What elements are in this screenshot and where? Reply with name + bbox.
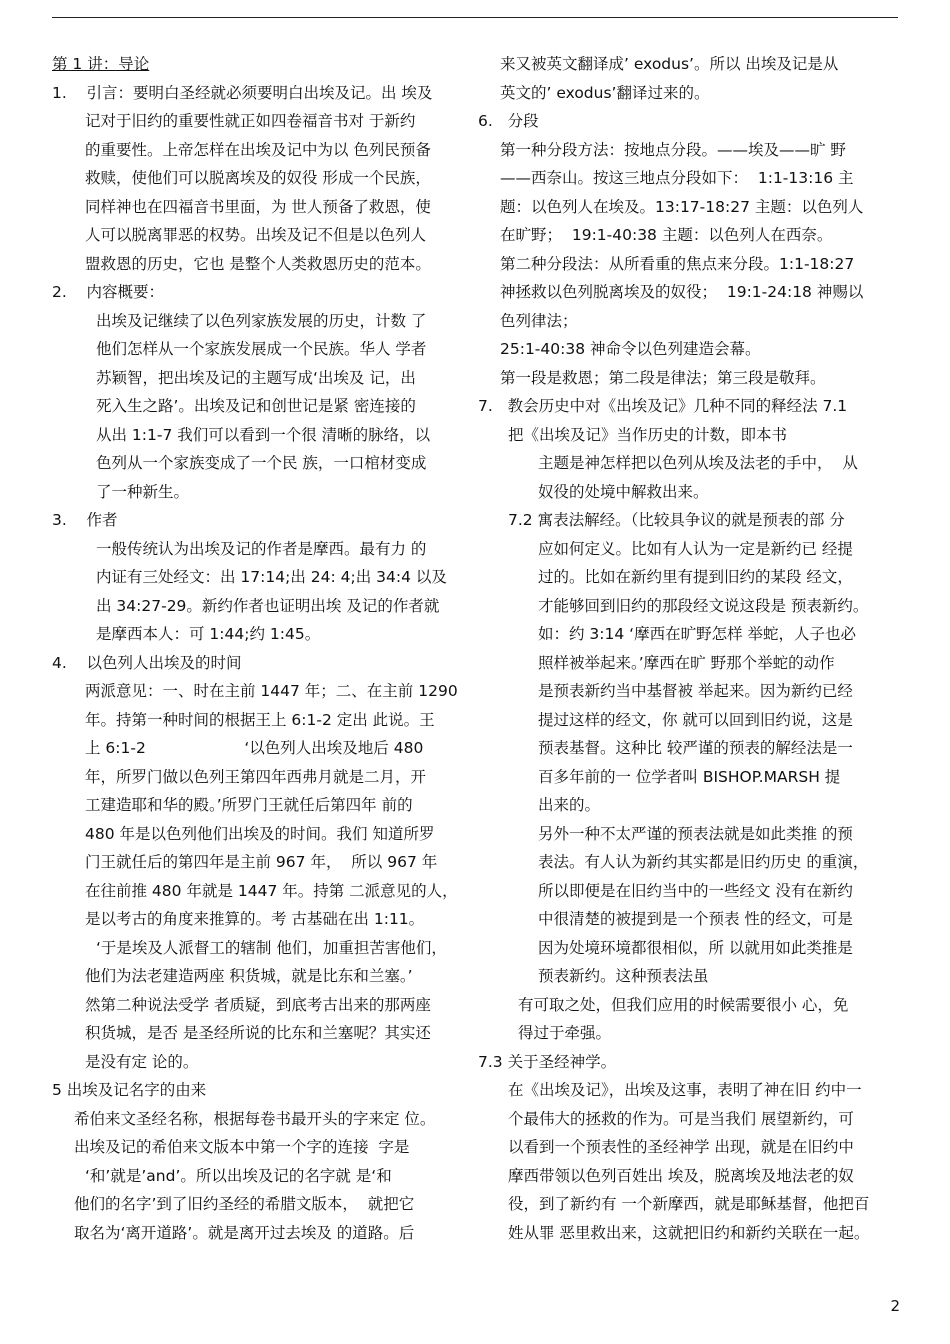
right-column-line: 预表基督。这种比 较严谨的预表的解经法是一 <box>538 739 853 757</box>
left-column-line: 第 1 讲：导论 <box>52 55 150 73</box>
left-column-line: 5 出埃及记名字的由来 <box>52 1081 207 1099</box>
right-column-line: 才能够回到旧约的那段经文说这段是 预表新约。 <box>538 596 869 615</box>
right-column-line: 表法。有人认为新约其实都是旧约历史 的重演， <box>538 853 869 871</box>
left-column-line: 救赎，使他们可以脱离埃及的奴役 形成一个民族， <box>85 169 431 187</box>
left-column-line: 取名为‘离开道路’。就是离开过去埃及 的道路。后 <box>74 1223 415 1242</box>
right-column-line: 把《出埃及记》当作历史的计数，即本书 <box>508 425 788 444</box>
right-column-line: 色列律法； <box>500 311 578 330</box>
left-column-line: 是摩西本人：可 1:44;约 1:45。 <box>96 625 321 643</box>
left-column-line: 两派意见：一、时在主前 1447 年；二、在主前 1290 <box>85 682 458 700</box>
right-column-line: 在《出埃及记》，出埃及这事，表明了神在旧 约中一 <box>508 1081 862 1099</box>
left-column-line: 出 34:27-29。新约作者也证明出埃 及记的作者就 <box>96 596 440 615</box>
left-column-line: 积货城，是否 是圣经所说的比东和兰塞呢？其实还 <box>85 1024 431 1042</box>
left-column-line: 是没有定 论的。 <box>85 1052 199 1071</box>
left-column-line: 3. 作者 <box>52 511 118 529</box>
left-column-line: 上 6:1-2 ‘以色列人出埃及地后 480 <box>85 739 424 757</box>
right-column-line: 另外一种不太严谨的预表法就是如此类推 的预 <box>538 824 853 843</box>
left-column-line: 工建造耶和华的殿。’所罗门王就任后第四年 前的 <box>85 796 413 814</box>
left-column-line: 年，所罗门做以色列王第四年西弗月就是二月，开 <box>85 767 427 786</box>
right-column-line: 在旷野； 19:1-40:38 主题：以色列人在西奈。 <box>500 226 833 244</box>
right-column-line: 第一段是救恩；第二段是律法；第三段是敬拜。 <box>500 368 826 387</box>
right-column-line: 摩西带领以色列百姓出 埃及，脱离埃及地法老的奴 <box>508 1166 854 1185</box>
right-column-line: 所以即便是在旧约当中的一些经文 没有在新约 <box>538 881 853 900</box>
right-column-line: 题：以色列人在埃及。13:17-18:27 主题：以色列人 <box>500 197 864 216</box>
left-column-line: 他们的名字’到了旧约圣经的希腊文版本， 就把它 <box>74 1195 415 1213</box>
right-column-line: 预表新约。这种预表法虽 <box>538 967 709 985</box>
right-column-line: 7. 教会历史中对《出埃及记》几种不同的释经法 7.1 <box>478 397 848 415</box>
right-column-line: 役，到了新约有 一个新摩西，就是耶稣基督，他把百 <box>508 1195 870 1213</box>
left-column-line: 出埃及记继续了以色列家族发展的历史，计数 了 <box>96 311 427 330</box>
right-column-line: 第二种分段法：从所看重的焦点来分段。1:1-18:27 <box>500 254 855 273</box>
left-column-line: 在往前推 480 年就是 1447 年。持第 二派意见的人， <box>85 881 458 900</box>
right-column-line: 出来的。 <box>538 796 601 814</box>
left-column-line: 然第二种说法受学 者质疑，到底考古出来的那两座 <box>85 995 431 1014</box>
right-column-line: 英文的’ exodus’翻译过来的。 <box>500 83 710 102</box>
left-column-line: 色列从一个家族变成了一个民 族，一口棺材变成 <box>96 454 427 472</box>
header-rule <box>52 17 898 18</box>
left-column-line: 一般传统认为出埃及记的作者是摩西。最有力 的 <box>96 539 427 558</box>
left-column-line: 门王就任后的第四年是主前 967 年， 所以 967 年 <box>85 853 438 871</box>
left-column-line: 的重要性。上帝怎样在出埃及记中为以 色列民预备 <box>85 140 431 159</box>
left-column-line: 他们为法老建造两座 积货城，就是比东和兰塞。’ <box>85 967 413 985</box>
left-column-line: 480 年是以色列他们出埃及的时间。我们 知道所罗 <box>85 824 435 843</box>
left-column-line: 内证有三处经文：出 17:14;出 24: 4;出 34:4 以及 <box>96 568 447 586</box>
page-number: 2 <box>890 1297 900 1315</box>
left-column-line: 他们怎样从一个家族发展成一个民族。华人 学者 <box>96 340 427 358</box>
right-column <box>478 50 908 1247</box>
left-column-line: 记对于旧约的重要性就正如四卷福音书对 于新约 <box>85 112 416 130</box>
left-column-line: 1. 引言：要明白圣经就必须要明白出埃及记。出 埃及 <box>52 83 433 102</box>
left-column-line: 同样神也在四福音书里面，为 世人预备了救恩，使 <box>85 197 431 216</box>
left-column-line: 从出 1:1-7 我们可以看到一个很 清晰的脉络，以 <box>96 425 431 444</box>
left-column-line: 了一种新生。 <box>96 482 190 501</box>
right-column-line: 以看到一个预表性的圣经神学 出现，就是在旧约中 <box>508 1138 854 1156</box>
left-column-line: 2. 内容概要： <box>52 283 164 301</box>
right-column-line: 姓从罪 恶里救出来，这就把旧约和新约关联在一起。 <box>508 1223 870 1242</box>
right-column-line: 如：约 3:14 ‘摩西在旷野怎样 举蛇，人子也必 <box>538 625 857 643</box>
left-column-line: ‘和’就是’and’。所以出埃及记的名字就 是‘和 <box>85 1166 392 1185</box>
left-column-line: 苏颖智，把出埃及记的主题写成‘出埃及 记，出 <box>96 368 416 387</box>
right-column-line: 第一种分段方法：按地点分段。——埃及——旷 野 <box>500 140 846 159</box>
left-column-line: 是以考古的角度来推算的。考 古基础在出 1:11。 <box>85 910 425 928</box>
left-column-line: 年。持第一种时间的根据王上 6:1-2 定出 此说。王 <box>85 710 435 729</box>
left-column <box>52 50 480 1247</box>
right-column-line: 中很清楚的被提到是一个预表 性的经文，可是 <box>538 910 853 928</box>
right-column-line: 来又被英文翻译成’ exodus’。所以 出埃及记是从 <box>500 55 839 73</box>
right-column-line: 有可取之处，但我们应用的时候需要很小 心，免 <box>518 995 849 1014</box>
right-column-line: 7.2 寓表法解经。（比较具争议的就是预表的部 分 <box>508 511 845 529</box>
right-column-line: 神拯救以色列脱离埃及的奴役； 19:1-24:18 神赐以 <box>500 283 864 301</box>
right-column-line: ——西奈山。按这三地点分段如下： 1:1-13:16 主 <box>500 169 854 187</box>
left-column-line: ‘于是埃及人派督工的辖制 他们，加重担苦害他们， <box>96 938 447 957</box>
right-column-line: 得过于牵强。 <box>518 1024 612 1042</box>
right-column-line: 应如何定义。比如有人认为一定是新约已 经提 <box>538 539 853 558</box>
right-column-line: 是预表新约当中基督被 举起来。因为新约已经 <box>538 682 853 700</box>
left-column-line: 出埃及记的希伯来文版本中第一个字的连接 字是 <box>74 1138 410 1156</box>
left-column-line: 死入生之路’。出埃及记和创世记是紧 密连接的 <box>96 397 416 415</box>
left-column-line: 盟救恩的历史，它也 是整个人类救恩历史的范本。 <box>85 254 431 273</box>
right-column-line: 7.3 关于圣经神学。 <box>478 1052 617 1071</box>
right-column-line: 个最伟大的拯救的作为。可是当我们 展望新约，可 <box>508 1109 854 1128</box>
right-column-line: 照样被举起来。’摩西在旷 野那个举蛇的动作 <box>538 653 835 672</box>
right-column-line: 主题是神怎样把以色列从埃及法老的手中， 从 <box>538 454 858 472</box>
right-column-line: 6. 分段 <box>478 112 539 130</box>
right-column-line: 提过这样的经文，你 就可以回到旧约说，这是 <box>538 710 853 729</box>
right-column-line: 过的。比如在新约里有提到旧约的某段 经文， <box>538 568 853 586</box>
right-column-line: 25:1-40:38 神命令以色列建造会幕。 <box>500 340 761 358</box>
left-column-line: 人可以脱离罪恶的权势。出埃及记不但是以色列人 <box>85 226 427 244</box>
right-column-line: 因为处境环境都很相似，所 以就用如此类推是 <box>538 938 853 957</box>
right-column-line: 百多年前的一 位学者叫 BISHOP.MARSH 提 <box>538 767 841 786</box>
left-column-line: 4. 以色列人出埃及的时间 <box>52 653 242 672</box>
right-column-line: 奴役的处境中解救出来。 <box>538 482 709 501</box>
left-column-line: 希伯来文圣经名称，根据每卷书最开头的字来定 位。 <box>74 1109 436 1128</box>
